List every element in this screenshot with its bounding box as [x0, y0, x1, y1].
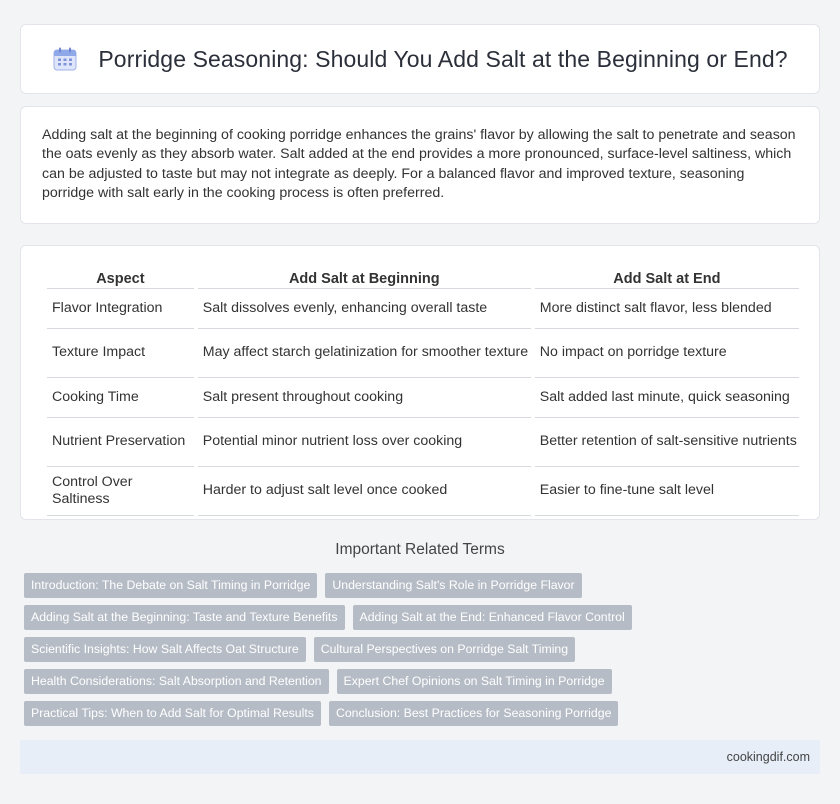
table-row	[47, 289, 799, 329]
table-row	[47, 378, 799, 418]
related-terms-list	[24, 573, 804, 733]
related-term-link[interactable]: Health Considerations: Salt Absorption and Retention	[24, 669, 329, 694]
table-cell: Salt present throughout cooking	[198, 378, 531, 418]
table-cell: Salt added last minute, quick seasoning	[535, 378, 799, 418]
calendar-icon	[52, 46, 78, 72]
table-cell: Nutrient Preservation	[47, 418, 194, 467]
related-term-link[interactable]: Understanding Salt's Role in Porridge Flavor	[325, 573, 581, 598]
table-cell: May affect starch gelatinization for smoother texture	[198, 329, 531, 378]
table-header-row	[47, 263, 799, 289]
table-cell: Flavor Integration	[47, 289, 194, 329]
column-header-aspect: Aspect	[47, 263, 194, 289]
tag-row	[24, 669, 804, 694]
related-term-link[interactable]: Expert Chef Opinions on Salt Timing in Porridge	[337, 669, 612, 694]
tag-row	[24, 605, 804, 630]
related-term-link[interactable]: Conclusion: Best Practices for Seasoning Porridge	[329, 701, 618, 726]
table-cell: Cooking Time	[47, 378, 194, 418]
page-title: Porridge Seasoning: Should You Add Salt at the Beginning or End?	[98, 45, 788, 72]
table-row	[47, 418, 799, 467]
header-card	[20, 24, 820, 94]
related-terms-heading: Important Related Terms	[335, 541, 505, 558]
table-cell: More distinct salt flavor, less blended	[535, 289, 799, 329]
intro-paragraph: Adding salt at the beginning of cooking porridge enhances the grains' flavor by allowing the salt to penetrate and season the oats evenly as they absorb water. Salt added at the end provides a more pronounced, surface-level saltiness, which can be adjusted to taste but may not integrate as deeply. For a balanced flavor and improved texture, seasoning porridge with salt early in the cooking process is often preferred.	[42, 127, 796, 202]
related-term-link[interactable]: Cultural Perspectives on Porridge Salt Timing	[314, 637, 575, 662]
table-cell: Salt dissolves evenly, enhancing overall taste	[198, 289, 531, 329]
tag-row	[24, 573, 804, 598]
related-term-link[interactable]: Scientific Insights: How Salt Affects Oat Structure	[24, 637, 306, 662]
related-term-link[interactable]: Introduction: The Debate on Salt Timing in Porridge	[24, 573, 317, 598]
related-term-link[interactable]: Adding Salt at the End: Enhanced Flavor Control	[353, 605, 632, 630]
related-term-link[interactable]: Adding Salt at the Beginning: Taste and Texture Benefits	[24, 605, 345, 630]
table-cell: Control Over Saltiness	[47, 467, 194, 516]
table-cell: Potential minor nutrient loss over cooking	[198, 418, 531, 467]
tag-row	[24, 637, 804, 662]
table-cell: No impact on porridge texture	[535, 329, 799, 378]
table-cell: Easier to fine-tune salt level	[535, 467, 799, 516]
column-header-beginning: Add Salt at Beginning	[198, 263, 531, 289]
comparison-card	[20, 245, 820, 520]
related-term-link[interactable]: Practical Tips: When to Add Salt for Optimal Results	[24, 701, 321, 726]
table-row	[47, 329, 799, 378]
table-cell: Better retention of salt-sensitive nutrients	[535, 418, 799, 467]
column-header-end: Add Salt at End	[535, 263, 799, 289]
table-cell: Texture Impact	[47, 329, 194, 378]
comparison-table	[43, 263, 803, 516]
intro-card	[20, 106, 820, 224]
table-cell: Harder to adjust salt level once cooked	[198, 467, 531, 516]
footer	[20, 740, 820, 774]
footer-site-link[interactable]: cookingdif.com	[726, 750, 810, 764]
tag-row	[24, 701, 804, 726]
table-row	[47, 467, 799, 516]
